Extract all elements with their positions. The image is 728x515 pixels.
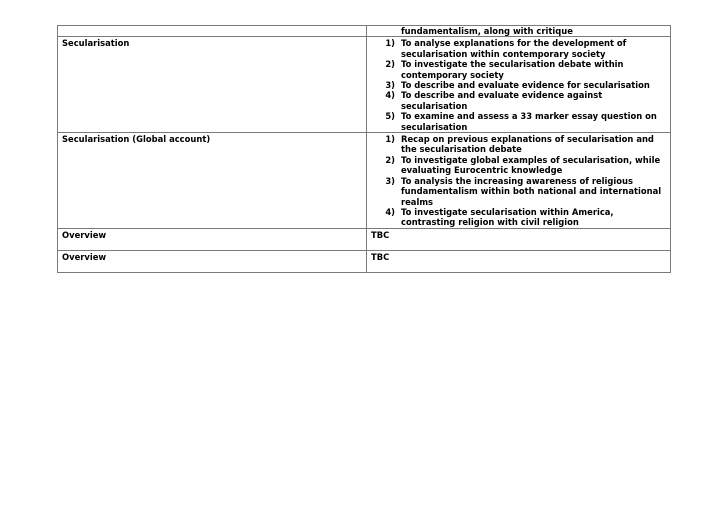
item-text: To investigate global examples of secularisation, while evaluating Eurocentric knowledge (401, 154, 661, 176)
list-item (371, 59, 670, 80)
topic-cell (58, 26, 367, 37)
lesson-objectives-table (57, 25, 671, 273)
list-item (371, 111, 670, 132)
item-number: 1) (385, 38, 395, 49)
objectives-cell (367, 37, 671, 133)
item-text: To describe and evaluate evidence for secularisation (401, 80, 650, 91)
topic-cell: Overview (58, 228, 367, 250)
table-row-secularisation (58, 37, 671, 133)
item-number: 4) (385, 90, 395, 101)
topic-cell: Secularisation (58, 37, 367, 133)
item-number: 3) (385, 80, 395, 91)
item-number: 2) (385, 154, 395, 165)
list-item (371, 134, 670, 155)
objectives-cell (367, 26, 671, 37)
list-item (371, 90, 670, 111)
item-text: Recap on previous explanations of secularisation and the secularisation debate (401, 134, 654, 155)
list-item (371, 207, 670, 228)
item-number: 5) (385, 111, 395, 122)
item-number: 1) (385, 134, 395, 145)
objectives-cell (367, 133, 671, 229)
list-item (371, 155, 670, 176)
table-row-overview (58, 250, 671, 272)
item-text: To investigate secularisation within America, contrasting religion with civil religion (401, 206, 614, 228)
table-row-secularisation-global (58, 133, 671, 229)
topic-cell: Secularisation (Global account) (58, 133, 367, 229)
list-item (371, 80, 670, 90)
item-number: 4) (385, 206, 395, 217)
objectives-cell: TBC (367, 250, 671, 272)
table-row-continuation (58, 26, 671, 37)
list-item (371, 38, 670, 59)
item-text: To investigate the secularisation debate within contemporary society (401, 59, 624, 80)
item-text: To examine and assess a 33 marker essay question on secularisation (401, 111, 657, 132)
objectives-cell: TBC (367, 228, 671, 250)
item-number: 2) (385, 59, 395, 70)
item-number: 3) (385, 175, 395, 186)
list-item (371, 176, 670, 207)
objectives-list (371, 38, 670, 132)
continued-text: fundamentalism, along with critique (401, 26, 573, 36)
item-text: To describe and evaluate evidence against secularisation (401, 90, 603, 111)
objectives-list (371, 134, 670, 228)
table-row-overview (58, 228, 671, 250)
topic-cell: Overview (58, 250, 367, 272)
item-text: To analyse explanations for the development of secularisation within contemporary society (401, 38, 627, 59)
item-text: To analysis the increasing awareness of religious fundamentalism within both national and international realms (401, 175, 662, 207)
